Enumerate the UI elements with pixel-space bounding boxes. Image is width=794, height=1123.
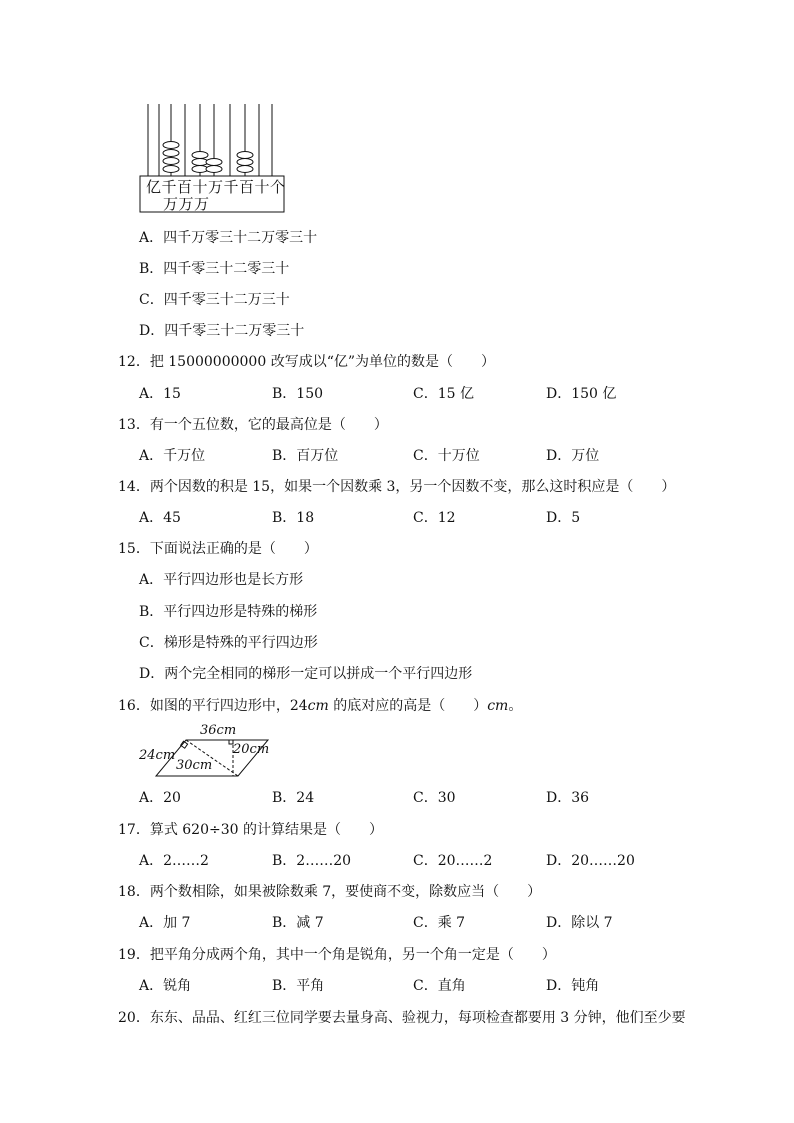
q12-option-b: B．150	[272, 386, 324, 402]
q17-stem: 17．算式 620÷30 的计算结果是（ ）	[118, 822, 383, 838]
q18-option-b: B．减 7	[272, 915, 324, 931]
q12-stem: 12．把 15000000000 改写成以“亿”为单位的数是（ ）	[118, 354, 496, 370]
q15-option-c: C．梯形是特殊的平行四边形	[139, 635, 318, 651]
q19-option-a: A．锐角	[139, 978, 192, 994]
q11-option-c: C．四千零三十二万三十	[139, 292, 290, 308]
q14-stem: 14．两个因数的积是 15，如果一个因数乘 3，另一个因数不变，那么这时积应是（ ）	[118, 479, 676, 495]
abacus-figure	[138, 100, 288, 216]
q16-stem-end: 。	[508, 698, 523, 714]
q19-stem: 19．把平角分成两个角，其中一个角是锐角，另一个角一定是（ ）	[118, 947, 556, 963]
q18-option-a: A．加 7	[139, 915, 191, 931]
q14-option-a: A．45	[139, 510, 181, 526]
q17-option-d: D．20……20	[546, 853, 635, 869]
q14-option-c: C．12	[413, 510, 456, 526]
q18-stem: 18．两个数相除，如果被除数乘 7，要使商不变，除数应当（ ）	[118, 884, 542, 900]
q16-stem-mid: 的底对应的高是（ ）	[328, 698, 488, 714]
q14-option-d: D．5	[546, 510, 581, 526]
q17-option-c: C．20……2	[413, 853, 493, 869]
q16-fig-label-diag: 30cm	[176, 758, 213, 773]
q12-option-d: D．150 亿	[546, 386, 617, 402]
q18-option-d: D．除以 7	[546, 915, 613, 931]
q16-stem	[118, 697, 522, 715]
q15-option-b: B．平行四边形是特殊的梯形	[139, 604, 318, 620]
q15-stem: 15．下面说法正确的是（ ）	[118, 541, 318, 557]
q13-option-a: A．千万位	[139, 448, 206, 464]
q11-option-a: A．四千万零三十二万零三十	[139, 230, 318, 246]
q13-option-d: D．万位	[546, 448, 600, 464]
q11-option-b: B．四千零三十二零三十	[139, 261, 290, 277]
q15-option-a: A．平行四边形也是长方形	[139, 572, 304, 588]
q20-stem: 20．东东、品品、红红三位同学要去量身高、验视力，每项检查都要用 3 分钟，他们至少要	[118, 1010, 686, 1026]
q16-option-d: D．36	[546, 790, 590, 806]
q16-option-c: C．30	[413, 790, 456, 806]
q12-option-a: A．15	[139, 386, 181, 402]
q16-fig-label-right: 20cm	[233, 742, 270, 757]
q13-option-c: C．十万位	[413, 448, 480, 464]
abacus-labels-row2: 万万万	[163, 195, 210, 213]
abacus-labels-row1: 亿千百十万千百十个	[146, 178, 286, 196]
q17-option-a: A．2……2	[139, 853, 209, 869]
q14-option-b: B．18	[272, 510, 315, 526]
q16-stem-pre: 16．如图的平行四边形中，24	[118, 698, 308, 714]
q19-option-d: D．钝角	[546, 978, 600, 994]
q16-fig-label-left: 24cm	[139, 748, 176, 763]
q15-option-d: D．两个完全相同的梯形一定可以拼成一个平行四边形	[139, 666, 473, 682]
q19-option-c: C．直角	[413, 978, 466, 994]
q12-option-c: C．15 亿	[413, 386, 474, 402]
q16-option-b: B．24	[272, 790, 315, 806]
q13-stem: 13．有一个五位数，它的最高位是（ ）	[118, 417, 388, 433]
q18-option-c: C．乘 7	[413, 915, 466, 931]
q13-option-b: B．百万位	[272, 448, 339, 464]
q16-option-a: A．20	[139, 790, 181, 806]
q19-option-b: B．平角	[272, 978, 325, 994]
q16-stem-unit2: cm	[487, 698, 509, 714]
q11-option-d: D．四千零三十二万零三十	[139, 323, 305, 339]
q16-stem-unit1: cm	[307, 698, 329, 714]
q17-option-b: B．2……20	[272, 853, 352, 869]
q16-fig-label-top: 36cm	[200, 723, 237, 738]
